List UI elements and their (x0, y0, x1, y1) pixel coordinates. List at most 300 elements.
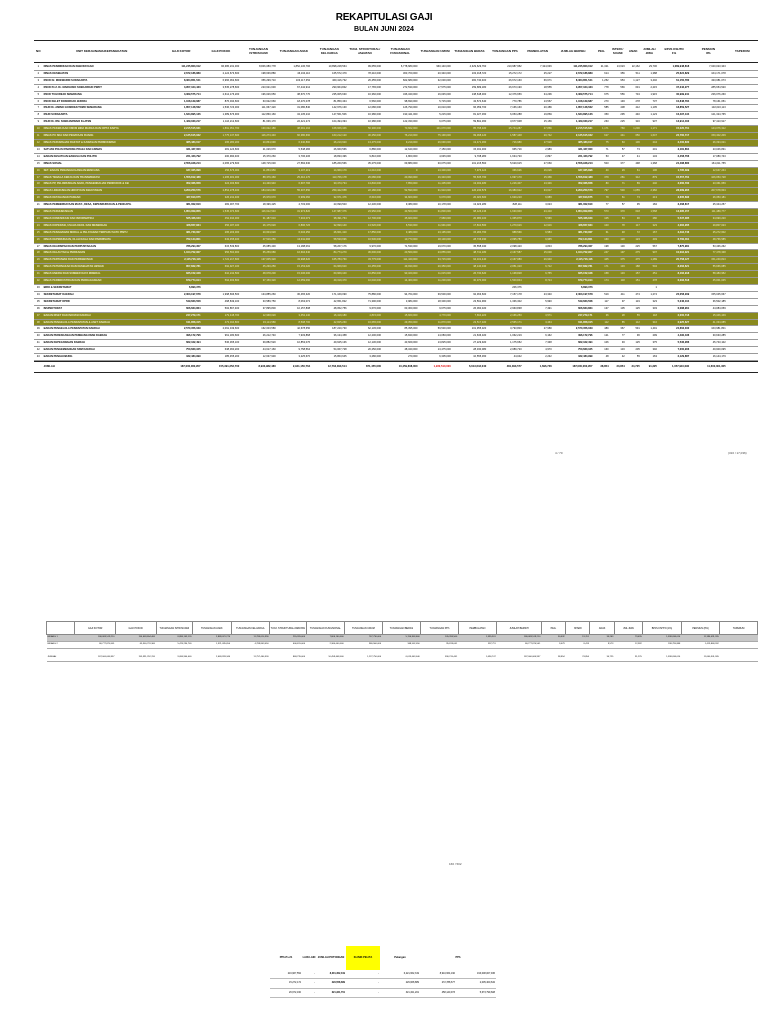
deduction-cell: 216,967,552 (270, 970, 302, 979)
summary-cell: 11,757,464,530 (231, 655, 270, 661)
unit-name: RSUD Dr. MOEWARDI SURAKARTA (43, 77, 161, 84)
table-cell (727, 77, 758, 84)
table-cell: 1,785,399 (658, 167, 690, 174)
column-header-label: TUNJANGAN KELUARGA (319, 46, 339, 55)
table-cell: 77 (610, 333, 626, 340)
table-cell: 618 (626, 209, 641, 216)
table-cell: 96 (626, 333, 641, 340)
row-number: 31 (34, 271, 43, 278)
table-cell: 151,240,813 (690, 257, 727, 264)
deduction-row (270, 970, 496, 979)
table-cell: 1,568 (641, 209, 658, 216)
table-cell: 1,368 (641, 160, 658, 167)
table-cell: 396,172,796 (161, 333, 202, 340)
summary-cell: 95,819,041 (421, 641, 459, 648)
table-row (34, 209, 758, 216)
table-cell: 511 (626, 70, 641, 77)
table-row (34, 243, 758, 250)
table-cell: 1 (641, 285, 658, 292)
deduction-cell: - (302, 988, 316, 997)
column-header (626, 41, 641, 63)
table-cell: 112,860,160 (240, 112, 277, 119)
table-cell: 8,846,080,778 (240, 64, 277, 70)
table-cell: 17,575,000 (418, 84, 451, 91)
table-row (34, 312, 758, 319)
table-cell: 6,070,000 (418, 195, 451, 202)
table-cell: 750,660,345 (161, 347, 202, 354)
row-number: 41 (34, 340, 43, 347)
table-cell: 3,706,236 (277, 153, 311, 160)
table-row (34, 333, 758, 340)
table-cell: 13,195,000 (418, 229, 451, 236)
table-cell: 207,678,604 (690, 188, 727, 195)
deduction-column-header: PPh (455, 956, 461, 960)
table-cell: 37,242,277 (658, 84, 690, 91)
row-number: 20 (34, 195, 43, 202)
table-row (34, 167, 758, 174)
row-number: 18 (34, 181, 43, 188)
table-cell: 679,774,914 (553, 278, 594, 285)
table-cell: 3,280,000 (348, 354, 382, 361)
table-cell (727, 278, 758, 285)
table-cell: 611,858,315 (161, 319, 202, 326)
total-blank (34, 362, 43, 373)
table-cell: 828,111 (487, 202, 522, 209)
table-cell (727, 243, 758, 250)
table-cell: 13,840,000 (348, 181, 382, 188)
table-cell: 857,822,781 (161, 264, 202, 271)
table-cell: 16,850,000 (348, 271, 382, 278)
row-number: 39 (34, 326, 43, 333)
table-cell: 10,898,228,564 (311, 64, 348, 70)
table-cell: 201 (641, 146, 658, 153)
table-cell: 11,200,000 (418, 278, 451, 285)
unit-name: BADAN RISET DAN INOVASI DAERAH (43, 312, 161, 319)
table-cell: 156,676,000 (202, 167, 241, 174)
table-cell: 835,152,348 (553, 271, 594, 278)
table-cell: 148,715,030 (240, 160, 277, 167)
deduction-cell: 229,668,889 (380, 979, 420, 988)
table-row (34, 98, 758, 105)
table-cell: 1,265,481,300 (202, 174, 241, 181)
table-cell: 26,660,566 (311, 146, 348, 153)
table-cell: 112 (626, 319, 641, 326)
unit-name: DINAS KOMUNIKASI DAN INFORMATIKA (43, 215, 161, 222)
table-cell: 2,135,615,032 (161, 133, 202, 140)
table-cell: 168,666,346 (311, 126, 348, 133)
table-cell: 281,124,600 (202, 146, 241, 153)
table-cell: 20,350,000 (418, 264, 451, 271)
table-cell: 48,741,180 (452, 250, 487, 257)
deduction-cell: - (302, 979, 316, 988)
table-cell: 49,319,470 (311, 278, 348, 285)
table-cell: 272,530,000 (382, 84, 419, 91)
table-cell: 375 (610, 257, 626, 264)
table-cell: 15,030 (523, 250, 553, 257)
summary-column-header: GAJI KOTOR (75, 622, 116, 635)
row-number: 28 (34, 250, 43, 257)
table-cell (727, 312, 758, 319)
table-cell: 1,116,212,600 (202, 119, 241, 126)
table-cell: 16,455,000 (348, 264, 382, 271)
table-cell: 10,555,360 (452, 354, 487, 361)
table-cell: 1,556,812,488 (161, 174, 202, 181)
deduction-cell: - (302, 970, 316, 979)
table-cell: 835,152,348 (161, 271, 202, 278)
table-cell: 0 (382, 167, 419, 174)
unit-name: DINAS PERHUBUNGAN (43, 209, 161, 216)
table-cell: 22,760,717 (658, 133, 690, 140)
table-cell: 111,489,777 (690, 209, 727, 216)
table-cell: 15,036,000 (277, 271, 311, 278)
table-cell: 1,854,009,856 (553, 209, 594, 216)
table-cell: 370 (610, 209, 626, 216)
table-cell: 1,175,652 (487, 340, 522, 347)
table-cell: 356 (610, 70, 626, 77)
row-number: 13 (34, 146, 43, 153)
table-cell: 84,774,270 (311, 250, 348, 257)
table-cell: 157 (626, 271, 641, 278)
table-cell: 468,849,100 (202, 298, 241, 305)
table-cell: 13,346 (523, 181, 553, 188)
table-cell: 65,259,680 (240, 250, 277, 257)
table-cell: 23,591,960 (452, 298, 487, 305)
table-cell: 1,634,895,136 (161, 112, 202, 119)
table-cell: 27,660 (523, 160, 553, 167)
table-cell: 7,324,636 (523, 64, 553, 70)
table-cell: 13,032,480 (452, 181, 487, 188)
summary-column-header: ANAK (590, 622, 614, 635)
table-cell: 30,633,285 (690, 333, 727, 340)
table-cell (727, 146, 758, 153)
table-cell: 27,866 (523, 126, 553, 133)
table-cell: 6,689 (523, 195, 553, 202)
table-cell: 23,950,000 (348, 209, 382, 216)
table-row (34, 126, 758, 133)
table-cell: 392 (641, 347, 658, 354)
deduction-cell: 8,301,362,319 (316, 970, 346, 979)
table-cell: 675 (594, 91, 610, 98)
total-cell: 1,696,736 (523, 362, 553, 373)
table-cell: 12,637,930 (240, 354, 277, 361)
deduction-cell: 458,140,973 (420, 988, 456, 997)
row-number: 8 (34, 112, 43, 119)
table-cell (727, 354, 758, 361)
table-cell: 90 (626, 215, 641, 222)
column-header (311, 41, 348, 63)
table-cell (727, 202, 758, 209)
table-cell: 130,022,180 (240, 126, 277, 133)
table-cell: 1,289 (641, 257, 658, 264)
total-label: JUMLAH (43, 362, 161, 373)
table-cell (727, 326, 758, 333)
table-cell: 22,162 (626, 64, 641, 70)
table-cell: 151 (626, 278, 641, 285)
table-cell: 692,927,100 (202, 264, 241, 271)
column-header-label: PENSIUN (701, 46, 716, 51)
table-cell (727, 333, 758, 340)
table-cell: 278 (626, 98, 641, 105)
table-cell: 1,491 (641, 326, 658, 333)
table-cell: 205 (626, 347, 641, 354)
table-cell: 549,663,508 (553, 298, 594, 305)
table-cell: 379 (594, 174, 610, 181)
table-cell: 2,124,673,600 (202, 70, 241, 77)
table-cell: 104,494,394 (311, 119, 348, 126)
table-cell: 33,715,000 (418, 257, 451, 264)
table-cell (727, 98, 758, 105)
table-cell: 31,910,000 (418, 188, 451, 195)
table-cell: 16,380,912 (487, 188, 522, 195)
table-cell: 13,471,360 (452, 139, 487, 146)
table-cell (727, 188, 758, 195)
table-cell: 549,663,508 (161, 298, 202, 305)
table-cell: 519 (594, 291, 610, 298)
table-row (34, 236, 758, 243)
table-cell: 6,162 (523, 333, 553, 340)
table-cell: 47 (610, 153, 626, 160)
table-cell: 295,280,200 (202, 139, 241, 146)
table-cell: 147,561,506 (311, 112, 348, 119)
table-cell: 198 (594, 243, 610, 250)
table-cell: 247,279,171 (553, 312, 594, 319)
table-cell: 54,067,728 (311, 347, 348, 354)
table-cell: 42,678,650 (277, 326, 311, 333)
table-cell: 24,430,940 (240, 181, 277, 188)
table-cell: 4,770,000 (418, 312, 451, 319)
unit-name: BADAN PERENCANAAN PEMBANGUNAN DAERAH (43, 333, 161, 340)
table-cell (727, 181, 758, 188)
table-cell: 34,600,000 (382, 195, 419, 202)
table-cell: 356,187,100 (202, 222, 241, 229)
summary-cell: 397,711 (458, 641, 497, 648)
table-cell: 3,793,800 (487, 326, 522, 333)
table-cell: 332,484,999 (553, 354, 594, 361)
summary-column-header: TUNJANGAN ISTRI/SUAMI (156, 622, 193, 635)
summary-cell: 186,083,519,210 (75, 635, 116, 642)
rate-label: 8% (706, 50, 711, 55)
table-cell: 210,987,952 (487, 64, 522, 70)
table-cell (727, 319, 758, 326)
table-cell: 117 (626, 222, 641, 229)
row-number: 33 (34, 285, 43, 292)
unit-name: DINAS PENANAMAN MODAL & PELAYANAN TERPADU SATU PINTU (43, 229, 161, 236)
summary-column-header: TUNJANGAN UMUM (345, 622, 383, 635)
table-cell: 38,670,770 (277, 91, 311, 98)
table-cell: 1,854,009,856 (161, 209, 202, 216)
column-header (277, 41, 311, 63)
table-cell: 25,227 (523, 70, 553, 77)
table-cell: 762,144,801 (161, 236, 202, 243)
table-cell: 25,970,670 (240, 195, 277, 202)
table-cell (523, 285, 553, 292)
table-cell: 81,327,360 (452, 112, 487, 119)
table-cell: 460,416,732 (311, 77, 348, 84)
summary-cell: 7,806,160,000 (306, 635, 345, 642)
table-cell: 15,370,260 (240, 153, 277, 160)
table-cell: 1,429,030,217 (553, 119, 594, 126)
summary-cell: 8,896,143,120 (156, 635, 193, 642)
table-cell: 187,220,730 (311, 326, 348, 333)
table-cell: 324,033,800 (202, 181, 241, 188)
table-cell: 10,157,808 (277, 305, 311, 312)
table-cell: 6,697,796 (277, 181, 311, 188)
table-cell: 14,010,000 (348, 167, 382, 174)
table-cell: 2,115,716,116 (553, 257, 594, 264)
table-cell: 9,810,000 (348, 153, 382, 160)
table-cell: 403 (641, 236, 658, 243)
table-cell: 797 (594, 188, 610, 195)
table-cell: 3,677,608 (487, 119, 522, 126)
table-cell: 59,530,000 (418, 326, 451, 333)
table-cell: 43,669,000 (382, 340, 419, 347)
table-cell: 15,220,761 (658, 126, 690, 133)
table-cell: 734 (626, 91, 641, 98)
table-cell: 21,321 (594, 64, 610, 70)
table-cell: 20,604,620 (240, 229, 277, 236)
table-cell: 101,070,000 (418, 126, 451, 133)
column-header (161, 41, 202, 63)
table-cell: 770,786 (487, 98, 522, 105)
table-cell: 18,859,527 (658, 105, 690, 112)
table-cell: 137,005,320 (240, 257, 277, 264)
table-cell: 352,366,658 (553, 181, 594, 188)
table-cell: 2,570,356,039 (553, 326, 594, 333)
summary-cell (720, 641, 758, 648)
unit-name: DINAS PERUMAHAN RAKYAT & KAWASAN PERMUKIMAN (43, 139, 161, 146)
table-cell: 80 (594, 181, 610, 188)
table-cell: 103,318,720 (452, 70, 487, 77)
deduction-header (270, 946, 496, 970)
table-cell: 62,145,000 (348, 326, 382, 333)
table-cell: 4,645,000 (418, 153, 451, 160)
table-cell (452, 285, 487, 292)
table-cell: 6,755 (523, 271, 553, 278)
table-cell: 106 (641, 167, 658, 174)
summary-cell: 187,000,060,957 (497, 655, 542, 661)
table-cell: 11,991,000 (418, 222, 451, 229)
table-cell: 38,091,164 (277, 126, 311, 133)
table-cell: 2,091,349,600 (202, 326, 241, 333)
table-cell: 15,153,020 (277, 264, 311, 271)
table-cell: 45,085,430 (240, 243, 277, 250)
table-cell: 106 (594, 340, 610, 347)
table-cell: 10,040,000 (348, 278, 382, 285)
summary-cell: 12,382 (614, 641, 642, 648)
table-cell: 72 (626, 229, 641, 236)
table-cell: 26,175,620 (240, 222, 277, 229)
summary-cell: 606,615,000 (270, 641, 307, 648)
table-cell (727, 119, 758, 126)
table-cell (727, 291, 758, 298)
table-cell: 187,365,898 (553, 167, 594, 174)
table-cell: 1,123 (641, 112, 658, 119)
column-header (202, 41, 241, 63)
table-cell: 193 (610, 98, 626, 105)
table-cell: 174 (594, 278, 610, 285)
table-row (34, 181, 758, 188)
unit-name: SEKRETARIAT DPRD (43, 298, 161, 305)
table-cell: 59,891,360 (452, 119, 487, 126)
table-cell: 15,346,449 (690, 312, 727, 319)
table-cell: 2,215,515,631 (161, 126, 202, 133)
total-cell: 10,459,608,000 (382, 362, 419, 373)
table-cell: 49,930,000 (382, 264, 419, 271)
table-cell: 26,673,190 (487, 84, 522, 91)
unit-name: SET. BADAN PENANGGULANGAN BENCANA (43, 167, 161, 174)
table-cell: 530 (610, 188, 626, 195)
table-cell: 352,366,658 (161, 181, 202, 188)
table-cell: 7,304,073 (277, 215, 311, 222)
column-header-label: ISTERI / SUAMI (612, 46, 624, 55)
table-cell: 42,651,822 (311, 298, 348, 305)
total-cell: 91,225 (641, 362, 658, 373)
table-row (34, 271, 758, 278)
table-cell: 179,448,700 (202, 312, 241, 319)
table-row (34, 250, 758, 257)
summary-column-header: ISTERI (566, 622, 590, 635)
summary-cell: 91,225 (614, 655, 642, 661)
table-cell: 29,350,000 (382, 319, 419, 326)
table-cell: 126,230,576 (452, 188, 487, 195)
table-cell: 101,215,560 (452, 160, 487, 167)
total-cell: 155,391,252,700 (202, 362, 241, 373)
deduction-cell: 2,005,400,632 (456, 979, 496, 988)
table-cell: 762,144,801 (553, 236, 594, 243)
table-cell: 26,690,000 (418, 139, 451, 146)
table-cell: 427,813,675 (161, 195, 202, 202)
table-cell: 525,426,043 (553, 215, 594, 222)
table-cell: 13,567 (523, 98, 553, 105)
deduction-cell: 193,008,007,936 (456, 970, 496, 979)
table-cell: 331,427,000 (161, 146, 202, 153)
table-cell: 716,980 (487, 139, 522, 146)
total-cell: 34,725 (626, 362, 641, 373)
table-row (34, 146, 758, 153)
row-number: 19 (34, 188, 43, 195)
row-number: 15 (34, 160, 43, 167)
unit-name: DINAS PEMBERDAYAAN MASY., DESA, KEPENDUDUKAN & PENCAPIL (43, 202, 161, 209)
table-cell: 133 (610, 271, 626, 278)
table-cell: 25,624,829 (658, 70, 690, 77)
table-cell: 643,455,400 (202, 236, 241, 243)
table-cell: 8,616,000 (348, 195, 382, 202)
table-cell: 631 (626, 84, 641, 91)
column-header (452, 41, 487, 63)
summary-column-header: TUNJANGAN ANAK (193, 622, 232, 635)
table-cell: 160 (594, 236, 610, 243)
table-cell: 956,560,900 (202, 250, 241, 257)
row-number: 5 (34, 91, 43, 98)
table-row (34, 278, 758, 285)
deduction-cell: 321,321,201 (380, 988, 420, 997)
summary-cell: 8,413 (566, 641, 590, 648)
table-cell: 103,117,352 (277, 77, 311, 84)
table-cell: 58,267,176 (311, 243, 348, 250)
deduction-cell: - (346, 970, 380, 979)
table-cell: 9,675,000 (418, 305, 451, 312)
total-cell: 23,854 (610, 362, 626, 373)
deduction-cell: 321,321,701 (316, 988, 346, 997)
table-cell: 55,635,760 (452, 174, 487, 181)
table-cell: 44,042 (487, 354, 522, 361)
header-row (34, 41, 758, 63)
table-cell: 57 (610, 146, 626, 153)
deduction-cell: 15,272,172 (270, 979, 302, 988)
unit-name: DINAS KEARSIPAN DAN PERPUSTAKAAN (43, 243, 161, 250)
table-row (34, 174, 758, 181)
table-cell (727, 305, 758, 312)
